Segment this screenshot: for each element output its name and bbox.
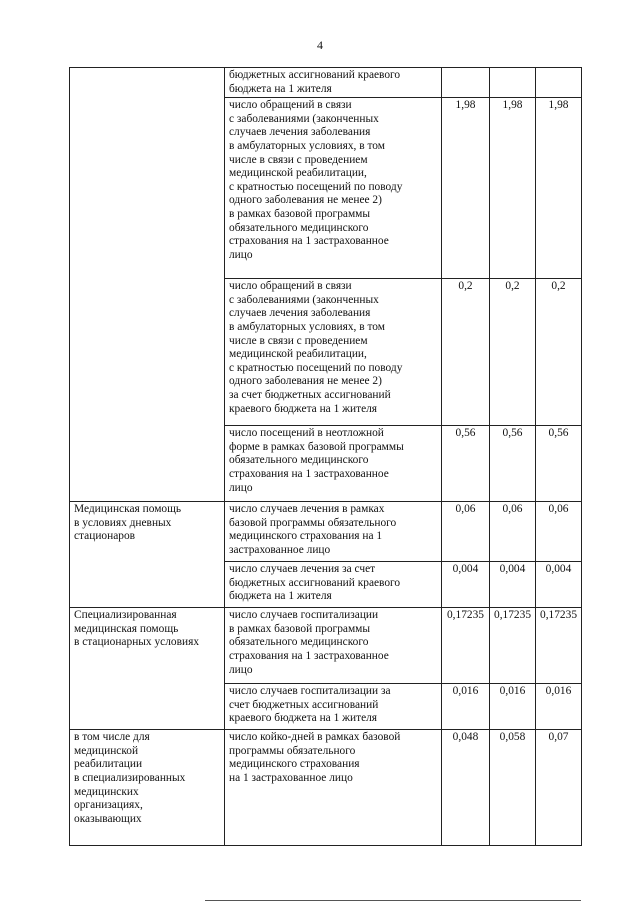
indicator-cell: число случаев лечения за счет бюджетных ассигнований краевого бюджета на 1 жителя <box>225 562 442 608</box>
value-cell: 0,004 <box>536 562 582 608</box>
value-cell: 1,98 <box>490 98 536 279</box>
value-cell: 0,016 <box>442 684 490 730</box>
value-cell: 0,2 <box>442 279 490 426</box>
indicator-cell: число обращений в связи с заболеваниями (законченных случаев лечения заболевания в амбулаторных условиях, в том числе в связи с проведением медицинской реабилитации, с кратностью посещений по поводу одного заболевания не менее 2) за счет бюджетных ассигнований краевого бюджета на 1 жителя <box>225 279 442 426</box>
value-cell: 0,06 <box>490 502 536 562</box>
table-row <box>70 730 582 846</box>
table-row <box>70 68 582 98</box>
bottom-divider <box>205 900 581 901</box>
indicator-cell: число случаев госпитализации за счет бюджетных ассигнований краевого бюджета на 1 жителя <box>225 684 442 730</box>
value-cell: 0,016 <box>536 684 582 730</box>
value-cell: 0,07 <box>536 730 582 846</box>
value-cell: 0,06 <box>442 502 490 562</box>
table-row <box>70 608 582 684</box>
indicator-cell: число случаев лечения в рамках базовой программы обязательного медицинского страхования на 1 застрахованное лицо <box>225 502 442 562</box>
value-cell: 0,2 <box>490 279 536 426</box>
value-cell: 0,004 <box>490 562 536 608</box>
category-rehab: в том числе для медицинской реабилитации в специализированных медицинских организациях, оказывающих <box>70 730 225 846</box>
value-cell: 0,2 <box>536 279 582 426</box>
value-cell: 0,048 <box>442 730 490 846</box>
indicators-table <box>69 67 582 846</box>
value-cell: 0,06 <box>536 502 582 562</box>
value-cell: 1,98 <box>536 98 582 279</box>
indicator-cell: бюджетных ассигнований краевого бюджета на 1 жителя <box>225 68 442 98</box>
indicator-cell: число случаев госпитализации в рамках базовой программы обязательного медицинского страхования на 1 застрахованное лицо <box>225 608 442 684</box>
value-cell: 1,98 <box>442 98 490 279</box>
value-cell <box>442 68 490 98</box>
value-cell <box>536 68 582 98</box>
value-cell <box>490 68 536 98</box>
table-row <box>70 502 582 562</box>
category-day-hospital: Медицинская помощь в условиях дневных стационаров <box>70 502 225 608</box>
indicator-cell: число койко-дней в рамках базовой программы обязательного медицинского страхования на 1 застрахованное лицо <box>225 730 442 846</box>
indicator-cell: число посещений в неотложной форме в рамках базовой программы обязательного медицинского страхования на 1 застрахованное лицо <box>225 426 442 502</box>
value-cell: 0,56 <box>442 426 490 502</box>
value-cell: 0,17235 <box>536 608 582 684</box>
value-cell: 0,17235 <box>490 608 536 684</box>
value-cell: 0,17235 <box>442 608 490 684</box>
value-cell: 0,058 <box>490 730 536 846</box>
value-cell: 0,016 <box>490 684 536 730</box>
value-cell: 0,56 <box>490 426 536 502</box>
value-cell: 0,004 <box>442 562 490 608</box>
value-cell: 0,56 <box>536 426 582 502</box>
page-number: 4 <box>317 38 323 52</box>
indicator-cell: число обращений в связи с заболеваниями (законченных случаев лечения заболевания в амбулаторных условиях, в том числе в связи с проведением медицинской реабилитации, с кратностью посещений по поводу одного заболевания не менее 2) в рамках базовой программы обязательного медицинского страхования на 1 застрахованное лицо <box>225 98 442 279</box>
category-cell <box>70 68 225 502</box>
category-specialized: Специализированная медицинская помощь в стационарных условиях <box>70 608 225 730</box>
